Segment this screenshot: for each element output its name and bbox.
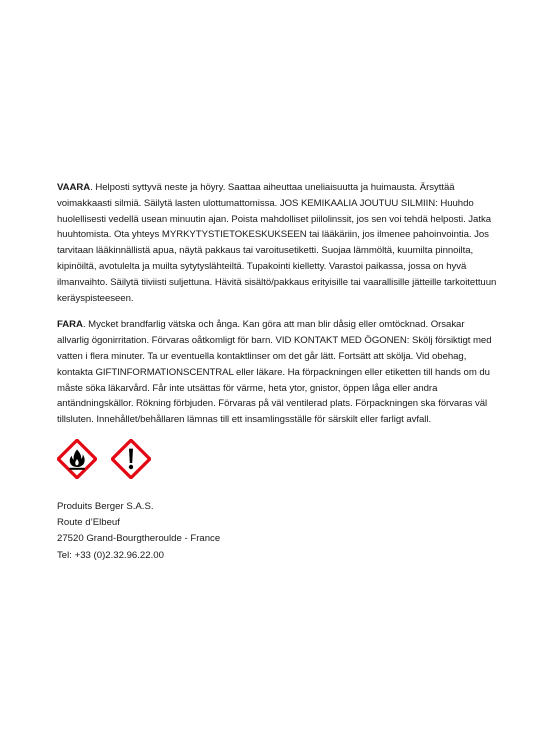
city-address: 27520 Grand-Bourgtheroulde - France bbox=[57, 533, 221, 545]
warning-swedish bbox=[57, 317, 497, 428]
warning-finnish bbox=[57, 180, 497, 306]
hazard-pictograms bbox=[57, 439, 497, 479]
warning-finnish-text: . Helposti syttyvä neste ja höyry. Saattaa aiheuttaa uneliaisuutta ja huimausta. Ärsyttää voimakkaasti silmiä. Säilytä lasten ulottumattomissa. JOS KEMIKAALIA JOUTUU SILMIIN: Huuhdo huolellisesti vedellä usean minuutin ajan. Poista mahdolliset piilolinssit, jos sen voi tehdä helposti. Jatka huuhtomista. Ota yhteys MYRKYTYSTIETOKESKUKSEEN tai lääkäriin, jos ilmenee pahoinvointia. Jos tarvitaan lääkinnällistä apua, näytä pakkaus tai varoitusetiketti. Suojaa lämmöltä, kuumilta pinnoilta, kipinöiltä, avotulelta ja muilta sytytyslähteiltä. Tupakointi kielletty. Varastoi paikassa, jossa on hyvä ilmanvaihto. Säilytä tiiviisti suljettuna. Hävitä sisältö/pakkaus erityisille tai vaarallisille jätteille tarkoitettuun keräyspisteeseen. bbox=[57, 182, 497, 304]
warning-finnish-heading: VAARA bbox=[57, 182, 91, 193]
phone-number: Tel: +33 (0)2.32.96.22.00 bbox=[57, 549, 164, 561]
exclamation-hazard-icon bbox=[111, 439, 151, 479]
warning-swedish-heading: FARA bbox=[57, 319, 83, 331]
label-document bbox=[57, 180, 497, 564]
manufacturer-address bbox=[57, 499, 497, 564]
company-name: Produits Berger S.A.S. bbox=[57, 500, 154, 512]
street-address: Route d’Elbeuf bbox=[57, 517, 120, 529]
flame-hazard-icon bbox=[57, 439, 97, 479]
warning-swedish-text: . Mycket brandfarlig vätska och ånga. Kan göra att man blir dåsig eller omtöcknad. Orsakar allvarlig ögonirritation. Förvaras oåtkomligt för barn. VID KONTAKT MED ÖGONEN: Skölj försiktigt med vatten i flera minuter. Ta ur eventuella kontaktlinser om det går lätt. Fortsätt att skölja. Vid obehag, kontakta GIFTINFORMATIONSCENTRAL eller läkare. Ha förpackningen eller etiketten till hands om du måste söka läkarvård. Får inte utsättas för värme, heta ytor, gnistor, öppen låga eller andra antändningskällor. Rökning förbjuden. Förvaras på väl ventilerad plats. Förpackningen ska förvaras väl tillsluten. Innehållet/behållaren lämnas till ett insamlingsställe för särskilt eller farligt avfall. bbox=[57, 319, 492, 426]
